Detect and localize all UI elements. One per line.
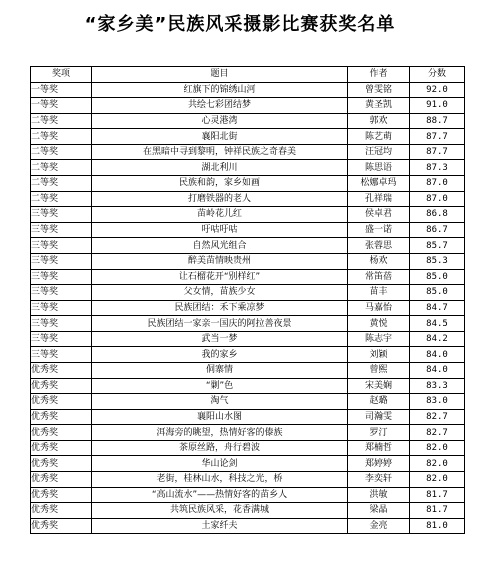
table-row: [31, 207, 465, 223]
score-cell: 82.7: [410, 425, 465, 441]
table-row: [31, 362, 465, 378]
title-cell: 襄阳山水图: [92, 409, 348, 425]
title-cell: 醉美苗情映贵州: [92, 253, 348, 269]
table-row: [31, 425, 465, 441]
award-cell: 三等奖: [31, 300, 92, 316]
score-cell: 85.7: [410, 238, 465, 254]
author-cell: 宋美娴: [348, 378, 410, 394]
page-title: “家乡美”民族风采摄影比赛获奖名单: [84, 14, 396, 35]
award-cell: 优秀奖: [31, 378, 92, 394]
header-author: 作者: [348, 67, 410, 83]
table-row: [31, 394, 465, 410]
award-cell: 优秀奖: [31, 456, 92, 472]
author-cell: 金亮: [348, 518, 410, 534]
award-cell: 二等奖: [31, 160, 92, 176]
table-row: [31, 331, 465, 347]
author-cell: 侯卓君: [348, 207, 410, 223]
award-cell: 优秀奖: [31, 472, 92, 488]
author-cell: 司瀚雯: [348, 409, 410, 425]
title-cell: 在黑暗中寻到黎明，钟祥民族之奇春美: [92, 144, 348, 160]
award-cell: 三等奖: [31, 316, 92, 332]
table-row: [31, 347, 465, 363]
author-cell: 常笛蓓: [348, 269, 410, 285]
table-row: [31, 300, 465, 316]
score-cell: 84.2: [410, 331, 465, 347]
header-title: 题目: [92, 67, 348, 83]
award-cell: 优秀奖: [31, 394, 92, 410]
award-cell: 三等奖: [31, 222, 92, 238]
table-row: [31, 238, 465, 254]
author-cell: 杨欢: [348, 253, 410, 269]
table-header-row: [31, 67, 465, 83]
award-cell: 二等奖: [31, 191, 92, 207]
table-row: [31, 269, 465, 285]
table-row: [31, 503, 465, 519]
title-cell: 华山论剑: [92, 456, 348, 472]
author-cell: 汪冠均: [348, 144, 410, 160]
award-cell: 二等奖: [31, 144, 92, 160]
score-cell: 81.7: [410, 503, 465, 519]
table-row: [31, 82, 465, 98]
author-cell: 赵璐: [348, 394, 410, 410]
table-row: [31, 98, 465, 114]
table-row: [31, 518, 465, 534]
table-row: [31, 409, 465, 425]
score-cell: 82.7: [410, 409, 465, 425]
score-cell: 91.0: [410, 98, 465, 114]
title-cell: 老街，桂林山水，科技之光，桥: [92, 472, 348, 488]
author-cell: 陈思语: [348, 160, 410, 176]
score-cell: 81.0: [410, 518, 465, 534]
score-cell: 85.0: [410, 285, 465, 301]
table-row: [31, 129, 465, 145]
award-cell: 二等奖: [31, 176, 92, 192]
title-cell: 洱海旁的眺望，热情好客的傣族: [92, 425, 348, 441]
author-cell: 郑楠哲: [348, 440, 410, 456]
header-award: 奖项: [31, 67, 92, 83]
title-cell: 父女情，苗族少女: [92, 285, 348, 301]
table-row: [31, 253, 465, 269]
award-cell: 优秀奖: [31, 425, 92, 441]
table-row: [31, 144, 465, 160]
author-cell: 马嘉怡: [348, 300, 410, 316]
title-cell: 共绘七彩团结梦: [92, 98, 348, 114]
score-cell: 82.0: [410, 456, 465, 472]
title-cell: 侗寨情: [92, 362, 348, 378]
table-row: [31, 176, 465, 192]
title-cell: 民族团结一家亲一国庆的阿拉善夜景: [92, 316, 348, 332]
table-row: [31, 316, 465, 332]
award-cell: 一等奖: [31, 82, 92, 98]
title-cell: 民族团结：禾下乘凉梦: [92, 300, 348, 316]
table-row: [31, 440, 465, 456]
title-cell: 茶原丝路，舟行碧波: [92, 440, 348, 456]
score-cell: 85.3: [410, 253, 465, 269]
table-row: [31, 222, 465, 238]
author-cell: 苗丰: [348, 285, 410, 301]
title-cell: 苗岭花儿红: [92, 207, 348, 223]
title-cell: 湖北利川: [92, 160, 348, 176]
score-cell: 83.0: [410, 394, 465, 410]
author-cell: 陈艺萌: [348, 129, 410, 145]
author-cell: 曾熙: [348, 362, 410, 378]
award-cell: 优秀奖: [31, 503, 92, 519]
author-cell: 松娜卓玛: [348, 176, 410, 192]
award-cell: 优秀奖: [31, 487, 92, 503]
author-cell: 刘颖: [348, 347, 410, 363]
award-cell: 三等奖: [31, 238, 92, 254]
table-row: [31, 113, 465, 129]
table-row: [31, 285, 465, 301]
title-cell: 共筑民族风采，花香满城: [92, 503, 348, 519]
score-cell: 84.5: [410, 316, 465, 332]
table-row: [31, 191, 465, 207]
title-cell: 自然风光组合: [92, 238, 348, 254]
author-cell: 张蓉思: [348, 238, 410, 254]
score-cell: 87.7: [410, 144, 465, 160]
score-cell: 84.0: [410, 347, 465, 363]
score-cell: 83.3: [410, 378, 465, 394]
award-cell: 三等奖: [31, 253, 92, 269]
title-cell: 红旗下的锦绣山河: [92, 82, 348, 98]
author-cell: 梁晶: [348, 503, 410, 519]
score-cell: 87.7: [410, 129, 465, 145]
author-cell: 郑婷婷: [348, 456, 410, 472]
title-cell: 打磨铁器的老人: [92, 191, 348, 207]
score-cell: 86.8: [410, 207, 465, 223]
score-cell: 86.7: [410, 222, 465, 238]
award-cell: 二等奖: [31, 113, 92, 129]
score-cell: 92.0: [410, 82, 465, 98]
score-cell: 88.7: [410, 113, 465, 129]
table-row: [31, 160, 465, 176]
title-cell: 土家纤夫: [92, 518, 348, 534]
score-cell: 87.0: [410, 191, 465, 207]
author-cell: 曾雯铭: [348, 82, 410, 98]
score-cell: 87.0: [410, 176, 465, 192]
score-cell: 84.7: [410, 300, 465, 316]
award-cell: 三等奖: [31, 347, 92, 363]
table-row: [31, 378, 465, 394]
award-cell: 一等奖: [31, 98, 92, 114]
score-cell: 81.7: [410, 487, 465, 503]
award-cell: 优秀奖: [31, 362, 92, 378]
award-cell: 优秀奖: [31, 440, 92, 456]
award-cell: 三等奖: [31, 331, 92, 347]
author-cell: 郭欢: [348, 113, 410, 129]
score-cell: 82.0: [410, 440, 465, 456]
author-cell: 李奕轩: [348, 472, 410, 488]
award-cell: 三等奖: [31, 285, 92, 301]
award-cell: 三等奖: [31, 269, 92, 285]
author-cell: 洪敏: [348, 487, 410, 503]
title-cell: 淘气: [92, 394, 348, 410]
title-cell: 民族和韵，家乡如画: [92, 176, 348, 192]
author-cell: 孔祥瑞: [348, 191, 410, 207]
award-cell: 二等奖: [31, 129, 92, 145]
title-cell: 武当一梦: [92, 331, 348, 347]
award-cell: 优秀奖: [31, 518, 92, 534]
title-cell: 让石榴花开“别样红”: [92, 269, 348, 285]
table-row: [31, 456, 465, 472]
award-cell: 优秀奖: [31, 409, 92, 425]
title-cell: 襄阳北街: [92, 129, 348, 145]
author-cell: 罗汀: [348, 425, 410, 441]
title-cell: 吁咕吁咕: [92, 222, 348, 238]
title-cell: 心灵港湾: [92, 113, 348, 129]
results-table: [30, 66, 465, 534]
header-score: 分数: [410, 67, 465, 83]
author-cell: 黄悦: [348, 316, 410, 332]
author-cell: 黄圣凯: [348, 98, 410, 114]
score-cell: 84.0: [410, 362, 465, 378]
author-cell: 盛一诺: [348, 222, 410, 238]
title-cell: “剿”色: [92, 378, 348, 394]
author-cell: 陈志宇: [348, 331, 410, 347]
award-cell: 三等奖: [31, 207, 92, 223]
title-cell: “高山流水”——热情好客的苗乡人: [92, 487, 348, 503]
table-row: [31, 487, 465, 503]
score-cell: 85.0: [410, 269, 465, 285]
score-cell: 87.3: [410, 160, 465, 176]
table-row: [31, 472, 465, 488]
title-cell: 我的家乡: [92, 347, 348, 363]
score-cell: 82.0: [410, 472, 465, 488]
